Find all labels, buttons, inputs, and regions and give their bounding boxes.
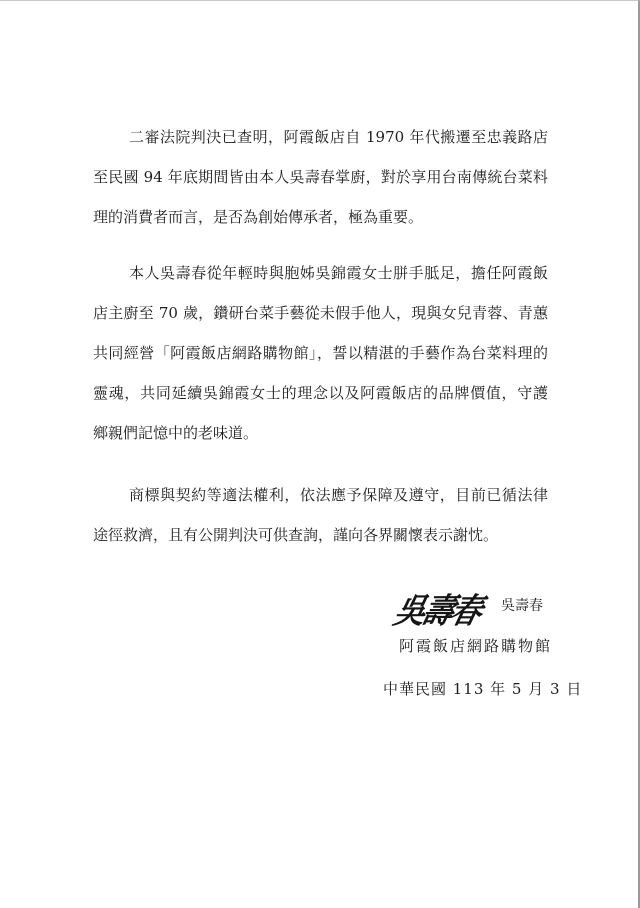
paragraph-line: 途徑救濟，且有公開判決可供查詢，謹向各界關懷表示謝忱。 — [93, 526, 499, 544]
paragraph-line: 理的消費者而言，是否為創始傳承者，極為重要。 — [93, 208, 424, 226]
printed-name: 吳壽春 — [501, 598, 543, 614]
paragraph-1 — [93, 117, 548, 237]
organization-name: 阿霞飯店網路購物館 — [399, 637, 553, 655]
handwritten-signature: 吳壽春 — [389, 591, 484, 632]
paragraph-line: 共同經營「阿霞飯店網路購物館」，誓以精湛的手藝作為台菜料理的 — [93, 344, 548, 362]
paragraph-line: 商標與契約等適法權利，依法應予保障及遵守，目前已循法律 — [129, 486, 548, 504]
paragraph-line: 店主廚至 70 歲，鑽研台菜手藝從未假手他人，現與女兒青蓉、青蕙 — [93, 304, 548, 322]
paragraph-line: 至民國 94 年底期間皆由本人吳壽春掌廚，對於享用台南傳統台菜料 — [93, 168, 548, 186]
paragraph-2 — [93, 253, 548, 453]
paragraph-line: 靈魂，共同延續吳錦霞女士的理念以及阿霞飯店的品牌價值，守護 — [93, 384, 548, 402]
paragraph-line: 本人吳壽春從年輕時與胞姊吳錦霞女士胼手胝足，擔任阿霞飯 — [129, 264, 548, 282]
paragraph-3 — [93, 475, 548, 555]
paragraph-line: 鄉親們記憶中的老味道。 — [93, 424, 259, 442]
paragraph-line: 二審法院判決已查明，阿霞飯店自 1970 年代搬遷至忠義路店 — [129, 128, 548, 146]
document-date: 中華民國 113 年 5 月 3 日 — [383, 680, 583, 698]
